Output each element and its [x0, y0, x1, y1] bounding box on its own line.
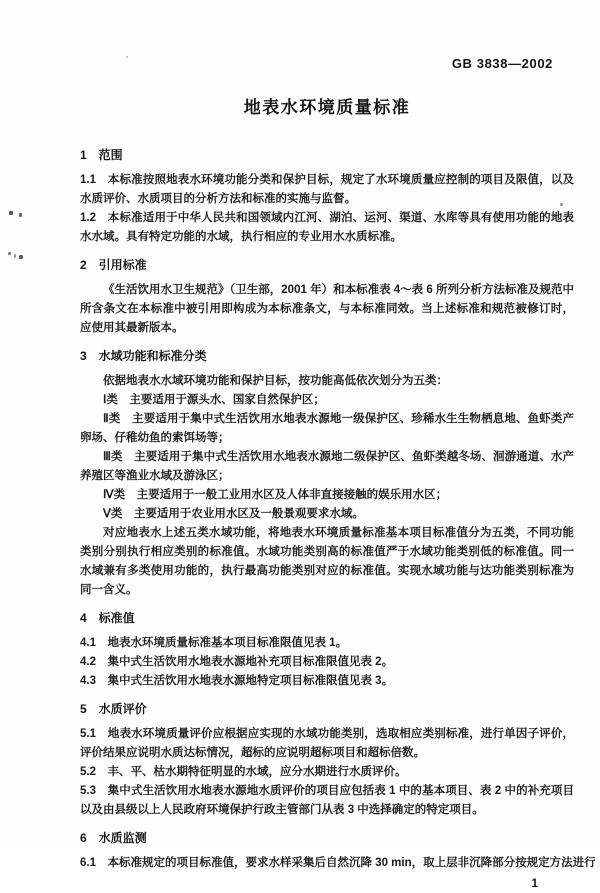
- clause-3-closing: 对应地表水上述五类水域功能，将地表水环境质量标准基本项目标准值分为五类，不同功能类别分别执行相应类别的标准值。水域功能类别高的标准值严于水域功能类别低的标准值。同一水域兼有多类使用功能的，执行最高功能类别对应的标准值。实现水域功能与达功能类别标准为同一含义。: [80, 527, 574, 596]
- clause-1-1: 1.1 本标准按照地表水环境功能分类和保护目标，规定了水环境质量应控制的项目及限值，以及水质评价、水质项目的分析方法和标准的实施与监督。: [80, 174, 574, 205]
- class-3-item: Ⅲ类 主要适用于集中式生活饮用水地表水源地二级保护区、鱼虾类越冬场、洄游通道、水产养殖区等渔业水域及游泳区；: [80, 451, 574, 482]
- clause-5-2: 5.2 丰、平、枯水期特征明显的水域，应分水期进行水质评价。: [80, 766, 407, 778]
- scan-speck: [19, 255, 23, 259]
- scan-speck: [8, 252, 11, 255]
- scan-speck: [9, 211, 13, 215]
- clause-3-intro: 依据地表水水域环境功能和保护目标，按功能高低依次划分为五类：: [103, 375, 448, 387]
- clause-5-1: 5.1 地表水环境质量评价应根据应实现的水域功能类别，选取相应类别标准，进行单因子评价，评价结果应说明水质达标情况，超标的应说明超标项目和超标倍数。: [80, 728, 574, 759]
- document-title: 地表水环境质量标准: [243, 98, 411, 117]
- standard-number: GB 3838—2002: [451, 56, 553, 71]
- class-2-item: Ⅱ类 主要适用于集中式生活饮用水地表水源地一级保护区、珍稀水生生物栖息地、鱼虾类产卵场、仔稚幼鱼的索饵场等；: [80, 413, 574, 444]
- clause-1-2: 1.2 本标准适用于中华人民共和国领域内江河、湖泊、运河、渠道、水库等具有使用功能的地表水水域。具有特定功能的水域，执行相应的专业用水水质标准。: [80, 212, 574, 243]
- section-heading-classification: 3 水域功能和标准分类: [80, 349, 207, 363]
- scan-speck: [126, 56, 128, 58]
- section-heading-standard-values: 4 标准值: [80, 611, 135, 625]
- clause-6-1: 6.1 本标准规定的项目标准值，要求水样采集后自然沉降 30 min，取上层非沉降部分按规定方法进行: [80, 857, 596, 869]
- class-1-item: Ⅰ类 主要适用于源头水、国家自然保护区；: [103, 394, 325, 406]
- class-4-item: Ⅳ类 主要适用于一般工业用水区及人体非直接接触的娱乐用水区；: [103, 489, 448, 501]
- page-number: 1: [531, 876, 538, 890]
- scan-speck: [560, 203, 563, 206]
- clause-4-2: 4.2 集中式生活饮用水地表水源地补充项目标准限值见表 2。: [80, 656, 394, 668]
- clause-5-3: 5.3 集中式生活饮用水地表水源地水质评价的项目应包括表 1 中的基本项目、表 2 中的补充项目以及由县级以上人民政府环境保护行政主管部门从表 3 中选择确定的特定项目。: [80, 785, 574, 816]
- section-heading-water-quality-evaluation: 5 水质评价: [80, 702, 147, 716]
- scan-speck: [19, 213, 22, 217]
- clause-2-text: 《生活饮用水卫生规范》（卫生部，2001 年）和本标准表 4～表 6 所列分析方法标准及规范中所含条文在本标准中被引用即构成为本标准条文，与本标准同效。当上述标准和规范被修订时，应使用其最新版本。: [80, 284, 574, 334]
- section-heading-water-quality-monitoring: 6 水质监测: [80, 831, 147, 845]
- clause-4-3: 4.3 集中式生活饮用水地表水源地特定项目标准限值见表 3。: [80, 675, 394, 687]
- scan-speck: [14, 254, 16, 258]
- class-5-item: Ⅴ类 主要适用于农业用水区及一般景观要求水域。: [103, 508, 364, 520]
- section-heading-scope: 1 范围: [80, 148, 123, 162]
- section-heading-references: 2 引用标准: [80, 258, 147, 272]
- clause-4-1: 4.1 地表水环境质量标准基本项目标准限值见表 1。: [80, 637, 348, 649]
